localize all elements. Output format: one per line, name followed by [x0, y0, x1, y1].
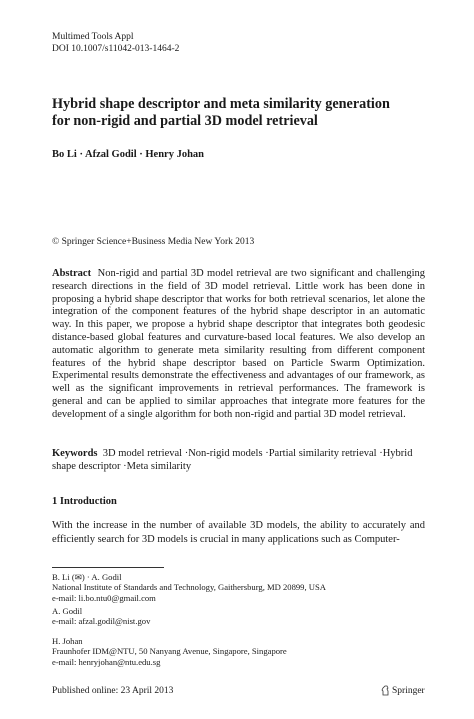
section-heading: 1 Introduction	[52, 496, 117, 507]
paper-title	[52, 96, 432, 130]
author-2: Afzal Godil	[85, 149, 137, 160]
footnote-affiliation-2	[52, 606, 392, 627]
footnote-author-prefix: B. Li (	[52, 572, 75, 582]
keyword-item: Hybrid shape descriptor ·	[52, 448, 412, 472]
abstract	[52, 268, 425, 422]
footnote-author-suffix: ) · A. Godil	[81, 572, 122, 582]
author-list	[52, 149, 204, 160]
keywords-label: Keywords	[52, 448, 98, 459]
keyword-item: Meta similarity	[126, 460, 192, 472]
author-line: A. Godil	[52, 606, 83, 616]
affiliation-line: Fraunhofer IDM@NTU, 50 Nanyang Avenue, Singapore, Singapore	[52, 646, 287, 657]
footnote-rule	[52, 567, 164, 568]
publisher-logo	[381, 685, 425, 696]
keyword-list	[52, 448, 412, 472]
keyword-item: 3D model retrieval ·	[103, 448, 188, 459]
keywords	[52, 448, 425, 474]
author-line: H. Johan	[52, 636, 83, 646]
title-line-1: Hybrid shape descriptor and meta similarity generation	[52, 96, 390, 112]
author-3: Henry Johan	[145, 149, 205, 160]
abstract-text: Non-rigid and partial 3D model retrieval are two significant and challenging research directions in the field of 3D model retrieval. Little work has been done in proposing a hybrid shape descriptor that works for both retrieval scenarios, let alone the integration of the component features of the hybrid shape descriptor in an automatic way. In this paper, we propose a hybrid shape descriptor that integrates both geodesic distance-based global features and curvature-based local features. We also develop an automatic algorithm to generate meta similarity resulting from different component features of the hybrid shape descriptor based on Particle Swarm Optimization. Experimental results demonstrate the effectiveness and advantages of our framework, as well as the significant improvements in retrieval performances. The framework is general and can be applied to similar approaches that integrate more features for the development of a single algorithm for both non-rigid and partial 3D model retrieval.	[52, 268, 425, 420]
journal-name: Multimed Tools Appl	[52, 32, 134, 42]
affiliation-line: National Institute of Standards and Technology, Gaithersburg, MD 20899, USA	[52, 582, 326, 593]
published-date: Published online: 23 April 2013	[52, 686, 174, 696]
abstract-label: Abstract	[52, 268, 92, 279]
author-separator: ·	[79, 149, 85, 160]
email-line: e-mail: li.bo.ntu0@gmail.com	[52, 592, 156, 603]
author-separator: ·	[139, 149, 146, 160]
springer-horse-icon	[381, 685, 390, 696]
email-line: e-mail: henryjohan@ntu.edu.sg	[52, 656, 161, 667]
envelope-icon: ✉	[74, 572, 82, 582]
footnote-affiliation-1	[52, 572, 392, 603]
doi: DOI 10.1007/s11042-013-1464-2	[52, 44, 180, 54]
running-header	[52, 31, 179, 55]
publisher-name: Springer	[392, 685, 425, 696]
keyword-item: Non-rigid models ·	[188, 448, 269, 459]
footnote-affiliation-3	[52, 636, 392, 667]
title-line-2: for non-rigid and partial 3D model retrieval	[52, 113, 318, 129]
copyright-notice: © Springer Science+Business Media New York 2013	[52, 237, 255, 247]
email-line: e-mail: afzal.godil@nist.gov	[52, 616, 151, 627]
section-text: With the increase in the number of available 3D models, the ability to accurately and efficiently search for 3D models is crucial in many applications such as Computer-	[52, 520, 425, 545]
author-1: Bo Li	[52, 149, 77, 160]
keyword-item: Partial similarity retrieval ·	[269, 448, 383, 459]
